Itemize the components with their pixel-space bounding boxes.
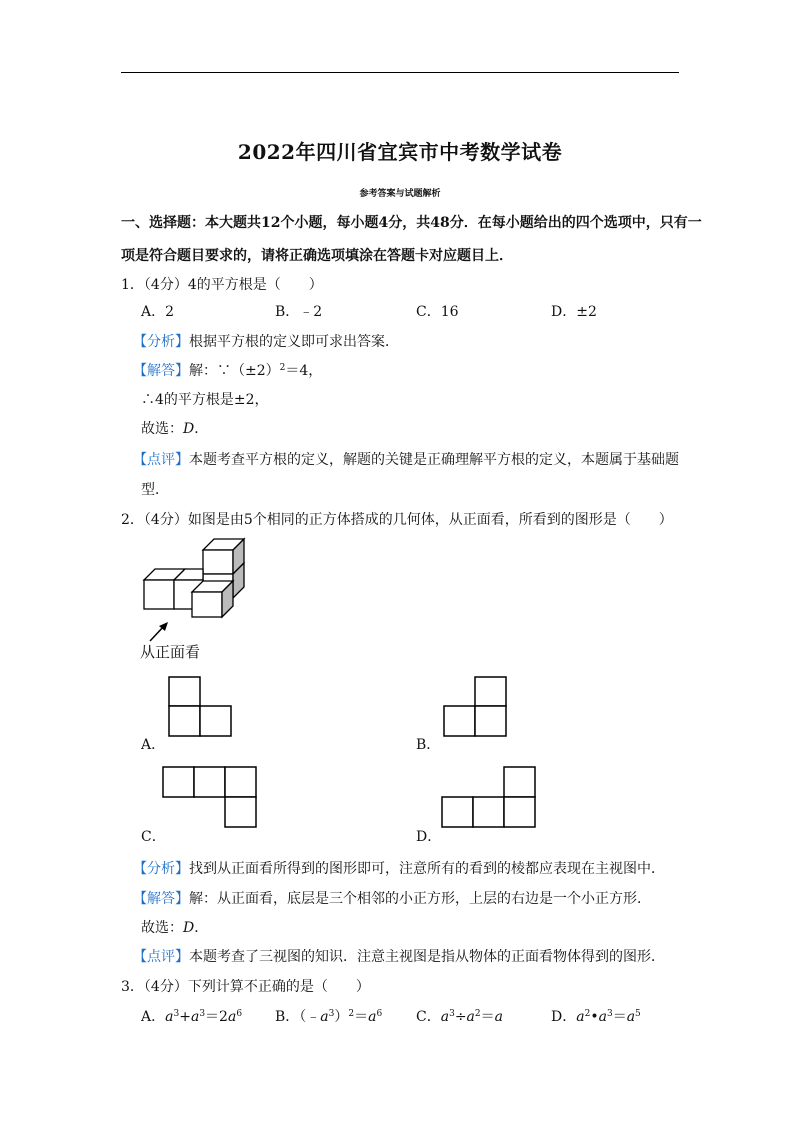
page-title: 2022年四川省宜宾市中考数学试卷 [237,140,563,164]
q2-option-c-label[interactable]: C． [141,829,166,845]
q2-option-a-figure[interactable] [168,676,234,738]
figure-caption: 从正面看 [140,643,201,661]
q2-option-b-label[interactable]: B． [416,737,441,753]
q2-option-b-figure[interactable] [443,676,509,738]
q1-option-a[interactable]: A．2 [141,304,175,320]
q2-answer: 【解答】解：从正面看，底层是三个相邻的小正方形，上层的右边是一个小正方形． [133,891,651,907]
comment-tag: 【点评】 [133,949,189,965]
analysis-tag: 【分析】 [133,861,189,877]
q3-stem: 3．（4分）下列计算不正确的是（ ） [121,979,370,995]
q3-option-a[interactable]: A．$a^3+a^3=2a^6$ [141,1009,243,1025]
q1-option-b[interactable]: B．﹣2 [275,304,323,320]
q1-stem: 1．（4分）4的平方根是（ ） [121,277,323,293]
section-heading-line2: 项是符合题目要求的，请将正确选项填涂在答题卡对应题目上． [121,248,513,264]
q2-option-c-figure[interactable] [162,766,258,828]
q1-choose: 故选：D． [141,421,209,437]
comment-tag: 【点评】 [133,452,189,468]
page-subtitle: 参考答案与试题解析 [359,189,441,199]
q1-option-c[interactable]: C．16 [416,304,459,320]
q2-analysis: 【分析】找到从正面看所得到的图形即可，注意所有的看到的棱都应表现在主视图中． [133,861,665,877]
analysis-tag: 【分析】 [133,334,189,350]
q1-answer-line2: ∴4的平方根是±2， [141,392,269,408]
q2-choose: 故选：D． [141,920,209,936]
q1-option-d[interactable]: D．±2 [551,304,597,320]
q1-analysis: 【分析】根据平方根的定义即可求出答案． [133,334,399,350]
q2-stem: 2．（4分）如图是由5个相同的正方体搭成的几何体，从正面看，所看到的图形是（ ） [121,512,673,528]
q1-answer: 【解答】解：$\because(\pm 2)^2=4$， [133,363,323,379]
header-rule [121,72,679,73]
section-heading-line1: 一、选择题：本大题共12个小题，每小题4分，共48分．在每小题给出的四个选项中，只有一 [121,215,702,231]
q1-comment-line2: 型． [141,482,169,498]
q3-option-d[interactable]: D．$a^2•a^3=a^5$ [551,1009,641,1025]
q3-option-b[interactable]: B．$(﹣a^3)^2=a^6$ [275,1009,383,1025]
q2-3d-figure [140,538,250,618]
answer-tag: 【解答】 [133,891,189,907]
q2-comment: 【点评】本题考查了三视图的知识．注意主视图是指从物体的正面看物体得到的图形． [133,949,665,965]
q2-option-a-label[interactable]: A． [141,737,166,753]
q2-option-d-label[interactable]: D． [416,829,442,845]
q2-option-d-figure[interactable] [441,766,537,828]
q1-comment: 【点评】本题考查平方根的定义，解题的关键是正确理解平方根的定义，本题属于基础题 [133,452,679,468]
answer-tag: 【解答】 [133,363,189,379]
q3-option-c[interactable]: C．$a^3\div a^2=a$ [416,1009,503,1025]
